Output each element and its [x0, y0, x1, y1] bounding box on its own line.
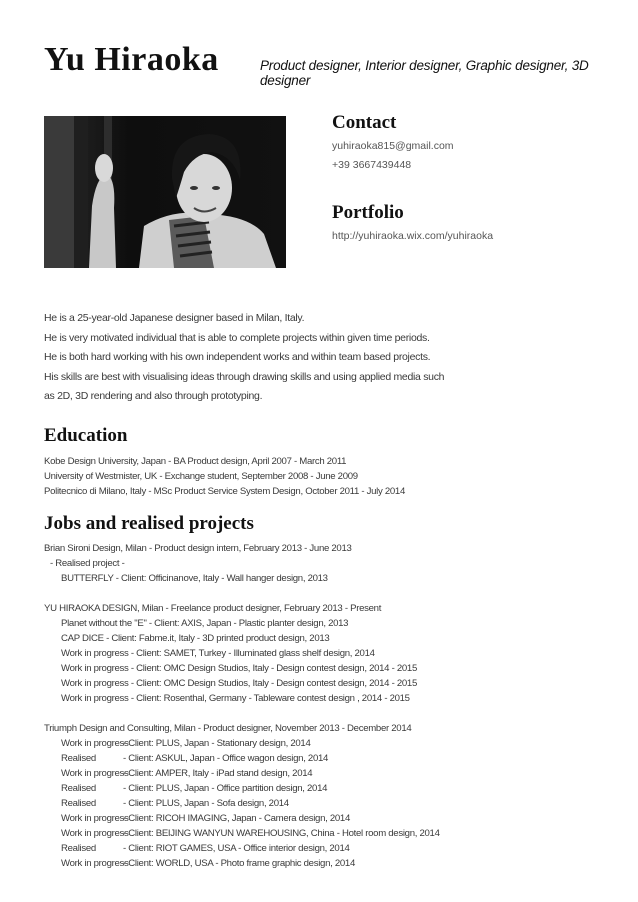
project-item: CAP DICE - Client: Fabme.it, Italy - 3D printed product design, 2013	[61, 633, 330, 644]
project-detail: - Client: ASKUL, Japan - Office wagon design, 2014	[123, 753, 329, 764]
education-list	[44, 454, 604, 499]
project-detail: - Client: RIOT GAMES, USA - Office interior design, 2014	[123, 843, 350, 854]
project-detail: - Client: BEIJING WANYUN WAREHOUSING, China - Hotel room design, 2014	[123, 828, 440, 839]
portrait-photo	[44, 116, 286, 268]
project-item: Work in progress - Client: SAMET, Turkey - Illuminated glass shelf design, 2014	[61, 648, 375, 659]
project-item	[44, 781, 604, 796]
portfolio-url[interactable]: http://yuhiraoka.wix.com/yuhiraoka	[332, 230, 494, 242]
project-item	[44, 736, 604, 751]
person-name: Yu Hiraoka	[44, 41, 219, 78]
project-detail: - Client: AMPER, Italy - iPad stand design, 2014	[123, 768, 313, 779]
contact-heading: Contact	[332, 112, 397, 133]
project-detail: - Client: RICOH IMAGING, Japan - Camera design, 2014	[123, 813, 350, 824]
jobs-list	[44, 541, 604, 871]
education-item: Politecnico di Milano, Italy - MSc Product Service System Design, October 2011 - July 2014	[44, 486, 406, 497]
education-heading: Education	[44, 425, 128, 446]
project-status: Work in progress	[61, 858, 129, 869]
project-item: Work in progress - Client: OMC Design Studios, Italy - Design contest design, 2014 - 2015	[61, 663, 417, 674]
project-status: Realised	[61, 798, 96, 809]
job-title-triumph: Triumph Design and Consulting, Milan - Product designer, November 2013 - December 2014	[44, 723, 412, 734]
bio-paragraph	[44, 309, 604, 407]
project-status: Realised	[61, 843, 96, 854]
project-item: BUTTERFLY - Client: Officinanove, Italy - Wall hanger design, 2013	[61, 573, 328, 584]
job-title-yu-hiraoka-design: YU HIRAOKA DESIGN, Milan - Freelance product designer, February 2013 - Present	[44, 603, 382, 614]
project-item	[44, 856, 604, 871]
bio-line: His skills are best with visualising ideas through drawing skills and using applied media such	[44, 370, 445, 383]
project-item	[44, 796, 604, 811]
bio-line: as 2D, 3D rendering and also through prototyping.	[44, 390, 263, 403]
bio-line: He is a 25-year-old Japanese designer based in Milan, Italy.	[44, 312, 305, 324]
project-detail: - Client: WORLD, USA - Photo frame graphic design, 2014	[123, 858, 355, 869]
job-subheading: - Realised project -	[50, 558, 125, 569]
jobs-heading: Jobs and realised projects	[44, 513, 254, 534]
project-item: Work in progress - Client: OMC Design Studios, Italy - Design contest design, 2014 - 2015	[61, 678, 417, 689]
project-item	[44, 826, 604, 841]
project-item	[44, 811, 604, 826]
project-status: Work in progress	[61, 738, 129, 749]
project-item	[44, 751, 604, 766]
education-item: Kobe Design University, Japan - BA Product design, April 2007 - March 2011	[44, 456, 347, 467]
roles-subtitle: Product designer, Interior designer, Graphic designer, 3D designer	[260, 58, 589, 88]
project-item	[44, 841, 604, 856]
project-detail: - Client: PLUS, Japan - Sofa design, 2014	[123, 798, 289, 809]
bio-line: He is both hard working with his own independent works and within team based projects.	[44, 351, 431, 364]
job-title-brian-sironi: Brian Sironi Design, Milan - Product design intern, February 2013 - June 2013	[44, 543, 352, 554]
contact-email[interactable]: yuhiraoka815@gmail.com	[332, 140, 454, 152]
contact-phone: +39 3667439448	[332, 159, 412, 171]
project-status: Work in progress	[61, 813, 129, 824]
project-detail: - Client: PLUS, Japan - Stationary design, 2014	[123, 738, 311, 749]
project-detail: - Client: PLUS, Japan - Office partition design, 2014	[123, 783, 328, 794]
project-item: Planet without the "E" - Client: AXIS, Japan - Plastic planter design, 2013	[61, 618, 349, 629]
project-status: Realised	[61, 753, 96, 764]
project-status: Realised	[61, 783, 96, 794]
project-status: Work in progress	[61, 768, 129, 779]
project-item: Work in progress - Client: Rosenthal, Germany - Tableware contest design , 2014 - 2015	[61, 693, 410, 704]
education-item: University of Westmister, UK - Exchange student, September 2008 - June 2009	[44, 471, 358, 482]
project-status: Work in progress	[61, 828, 129, 839]
project-item	[44, 766, 604, 781]
bio-line: He is very motivated individual that is able to complete projects within given time periods.	[44, 331, 430, 344]
portfolio-heading: Portfolio	[332, 202, 404, 223]
